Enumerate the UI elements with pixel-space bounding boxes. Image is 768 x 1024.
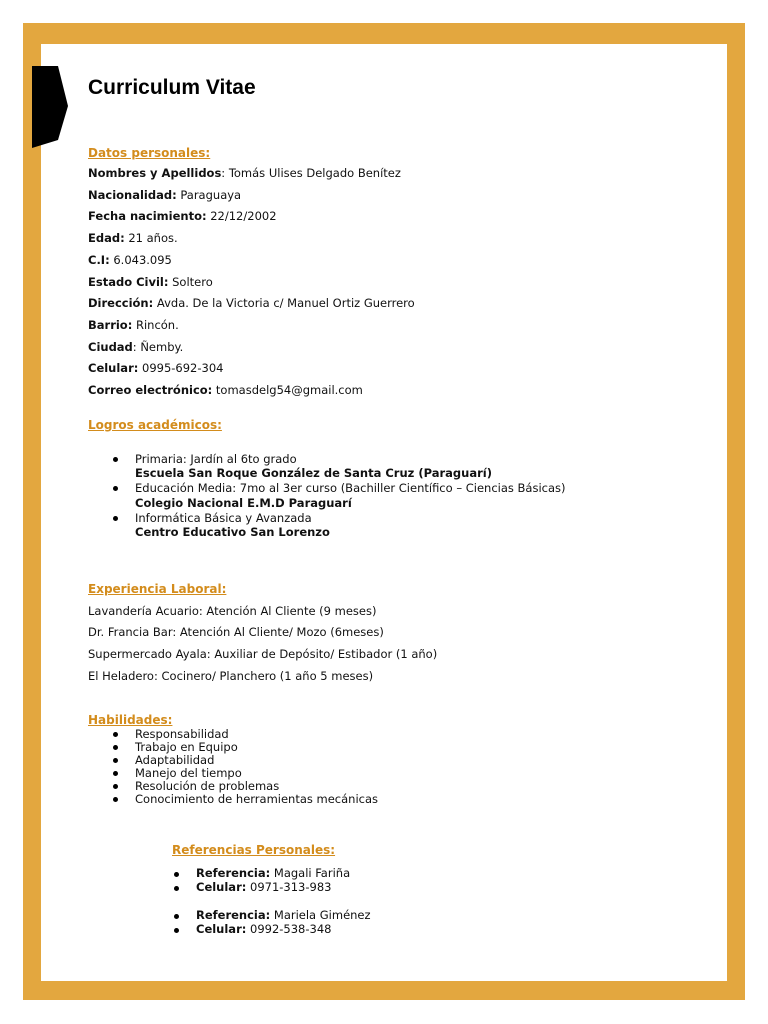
reference-phone-line <box>196 922 331 936</box>
field-value: tomasdelg54@gmail.com <box>215 383 363 397</box>
field-label: Dirección: <box>88 296 154 310</box>
bullet-icon <box>174 914 179 919</box>
bullet-icon <box>113 758 118 763</box>
skill-item: Adaptabilidad <box>135 753 215 767</box>
reference-name-line <box>196 908 371 922</box>
bullet-icon <box>113 745 118 750</box>
bullet-icon <box>174 928 179 933</box>
reference-name-line <box>196 866 350 880</box>
field-value: 0995-692-304 <box>142 361 224 375</box>
experience-item: Supermercado Ayala: Auxiliar de Depósito/ Estibador (1 año) <box>88 647 438 661</box>
field-row-nationality <box>88 188 241 202</box>
field-value: 6.043.095 <box>113 253 172 267</box>
reference-phone: 0992-538-348 <box>250 922 332 936</box>
academic-item-school: Colegio Nacional E.M.D Paraguarí <box>135 496 352 510</box>
experience-item: El Heladero: Cocinero/ Planchero (1 año 5 meses) <box>88 669 374 683</box>
field-label: Correo electrónico: <box>88 383 213 397</box>
heading-references: Referencias Personales: <box>172 843 336 857</box>
bullet-icon <box>113 771 118 776</box>
bullet-icon <box>113 516 118 521</box>
field-row-email <box>88 383 363 397</box>
field-label: Celular: <box>88 361 139 375</box>
bullet-icon <box>113 486 118 491</box>
academic-item-school: Centro Educativo San Lorenzo <box>135 525 330 539</box>
field-label: Nombres y Apellidos <box>88 166 222 180</box>
field-label: C.I: <box>88 253 110 267</box>
skill-item: Trabajo en Equipo <box>135 740 238 754</box>
heading-academic: Logros académicos: <box>88 418 222 432</box>
field-row-civil-status <box>88 275 213 289</box>
phone-label: Celular: <box>196 922 247 936</box>
skill-item: Manejo del tiempo <box>135 766 242 780</box>
reference-name: Magali Fariña <box>273 866 351 880</box>
field-value: 22/12/2002 <box>210 209 277 223</box>
bullet-icon <box>174 886 179 891</box>
academic-item-line: Primaria: Jardín al 6to grado <box>135 452 297 466</box>
bullet-icon <box>113 732 118 737</box>
reference-name: Mariela Giménez <box>273 908 371 922</box>
bullet-icon <box>113 797 118 802</box>
field-row-id <box>88 253 172 267</box>
document-title: Curriculum Vitae <box>88 76 256 99</box>
field-row-birthdate <box>88 209 277 223</box>
skill-item: Responsabilidad <box>135 727 229 741</box>
field-value: Soltero <box>172 275 213 289</box>
field-label: Edad: <box>88 231 125 245</box>
field-row-name <box>88 166 401 180</box>
field-value: Tomás Ulises Delgado Benítez <box>228 166 401 180</box>
heading-skills: Habilidades: <box>88 713 173 727</box>
field-label: Estado Civil: <box>88 275 169 289</box>
field-row-address <box>88 296 415 310</box>
field-label: Ciudad <box>88 340 133 354</box>
field-row-city <box>88 340 183 354</box>
bullet-icon <box>174 872 179 877</box>
field-row-age <box>88 231 178 245</box>
bullet-icon <box>113 784 118 789</box>
field-value: Avda. De la Victoria c/ Manuel Ortiz Guerrero <box>156 296 415 310</box>
heading-personal: Datos personales: <box>88 146 211 160</box>
reference-label: Referencia: <box>196 866 271 880</box>
field-sep: : <box>221 166 229 180</box>
black-tab-decoration <box>32 66 68 148</box>
academic-item-school: Escuela San Roque González de Santa Cruz (Paraguarí) <box>135 466 492 480</box>
academic-item-line: Educación Media: 7mo al 3er curso (Bachiller Científico – Ciencias Básicas) <box>135 481 566 495</box>
reference-label: Referencia: <box>196 908 271 922</box>
heading-experience: Experiencia Laboral: <box>88 582 227 596</box>
skill-item: Resolución de problemas <box>135 779 280 793</box>
bullet-icon <box>113 457 118 462</box>
reference-phone-line <box>196 880 331 894</box>
field-value: 21 años. <box>128 231 178 245</box>
field-value: Paraguaya <box>180 188 242 202</box>
field-value: Rincón. <box>135 318 179 332</box>
field-row-phone <box>88 361 223 375</box>
skill-item: Conocimiento de herramientas mecánicas <box>135 792 379 806</box>
field-row-neighborhood <box>88 318 179 332</box>
experience-item: Dr. Francia Bar: Atención Al Cliente/ Mozo (6meses) <box>88 625 384 639</box>
field-label: Barrio: <box>88 318 133 332</box>
field-value: Ñemby. <box>140 340 184 354</box>
reference-phone: 0971-313-983 <box>250 880 332 894</box>
academic-item-line: Informática Básica y Avanzada <box>135 511 312 525</box>
field-label: Fecha nacimiento: <box>88 209 207 223</box>
phone-label: Celular: <box>196 880 247 894</box>
field-label: Nacionalidad: <box>88 188 177 202</box>
experience-item: Lavandería Acuario: Atención Al Cliente (9 meses) <box>88 604 377 618</box>
field-sep: : <box>132 340 141 354</box>
